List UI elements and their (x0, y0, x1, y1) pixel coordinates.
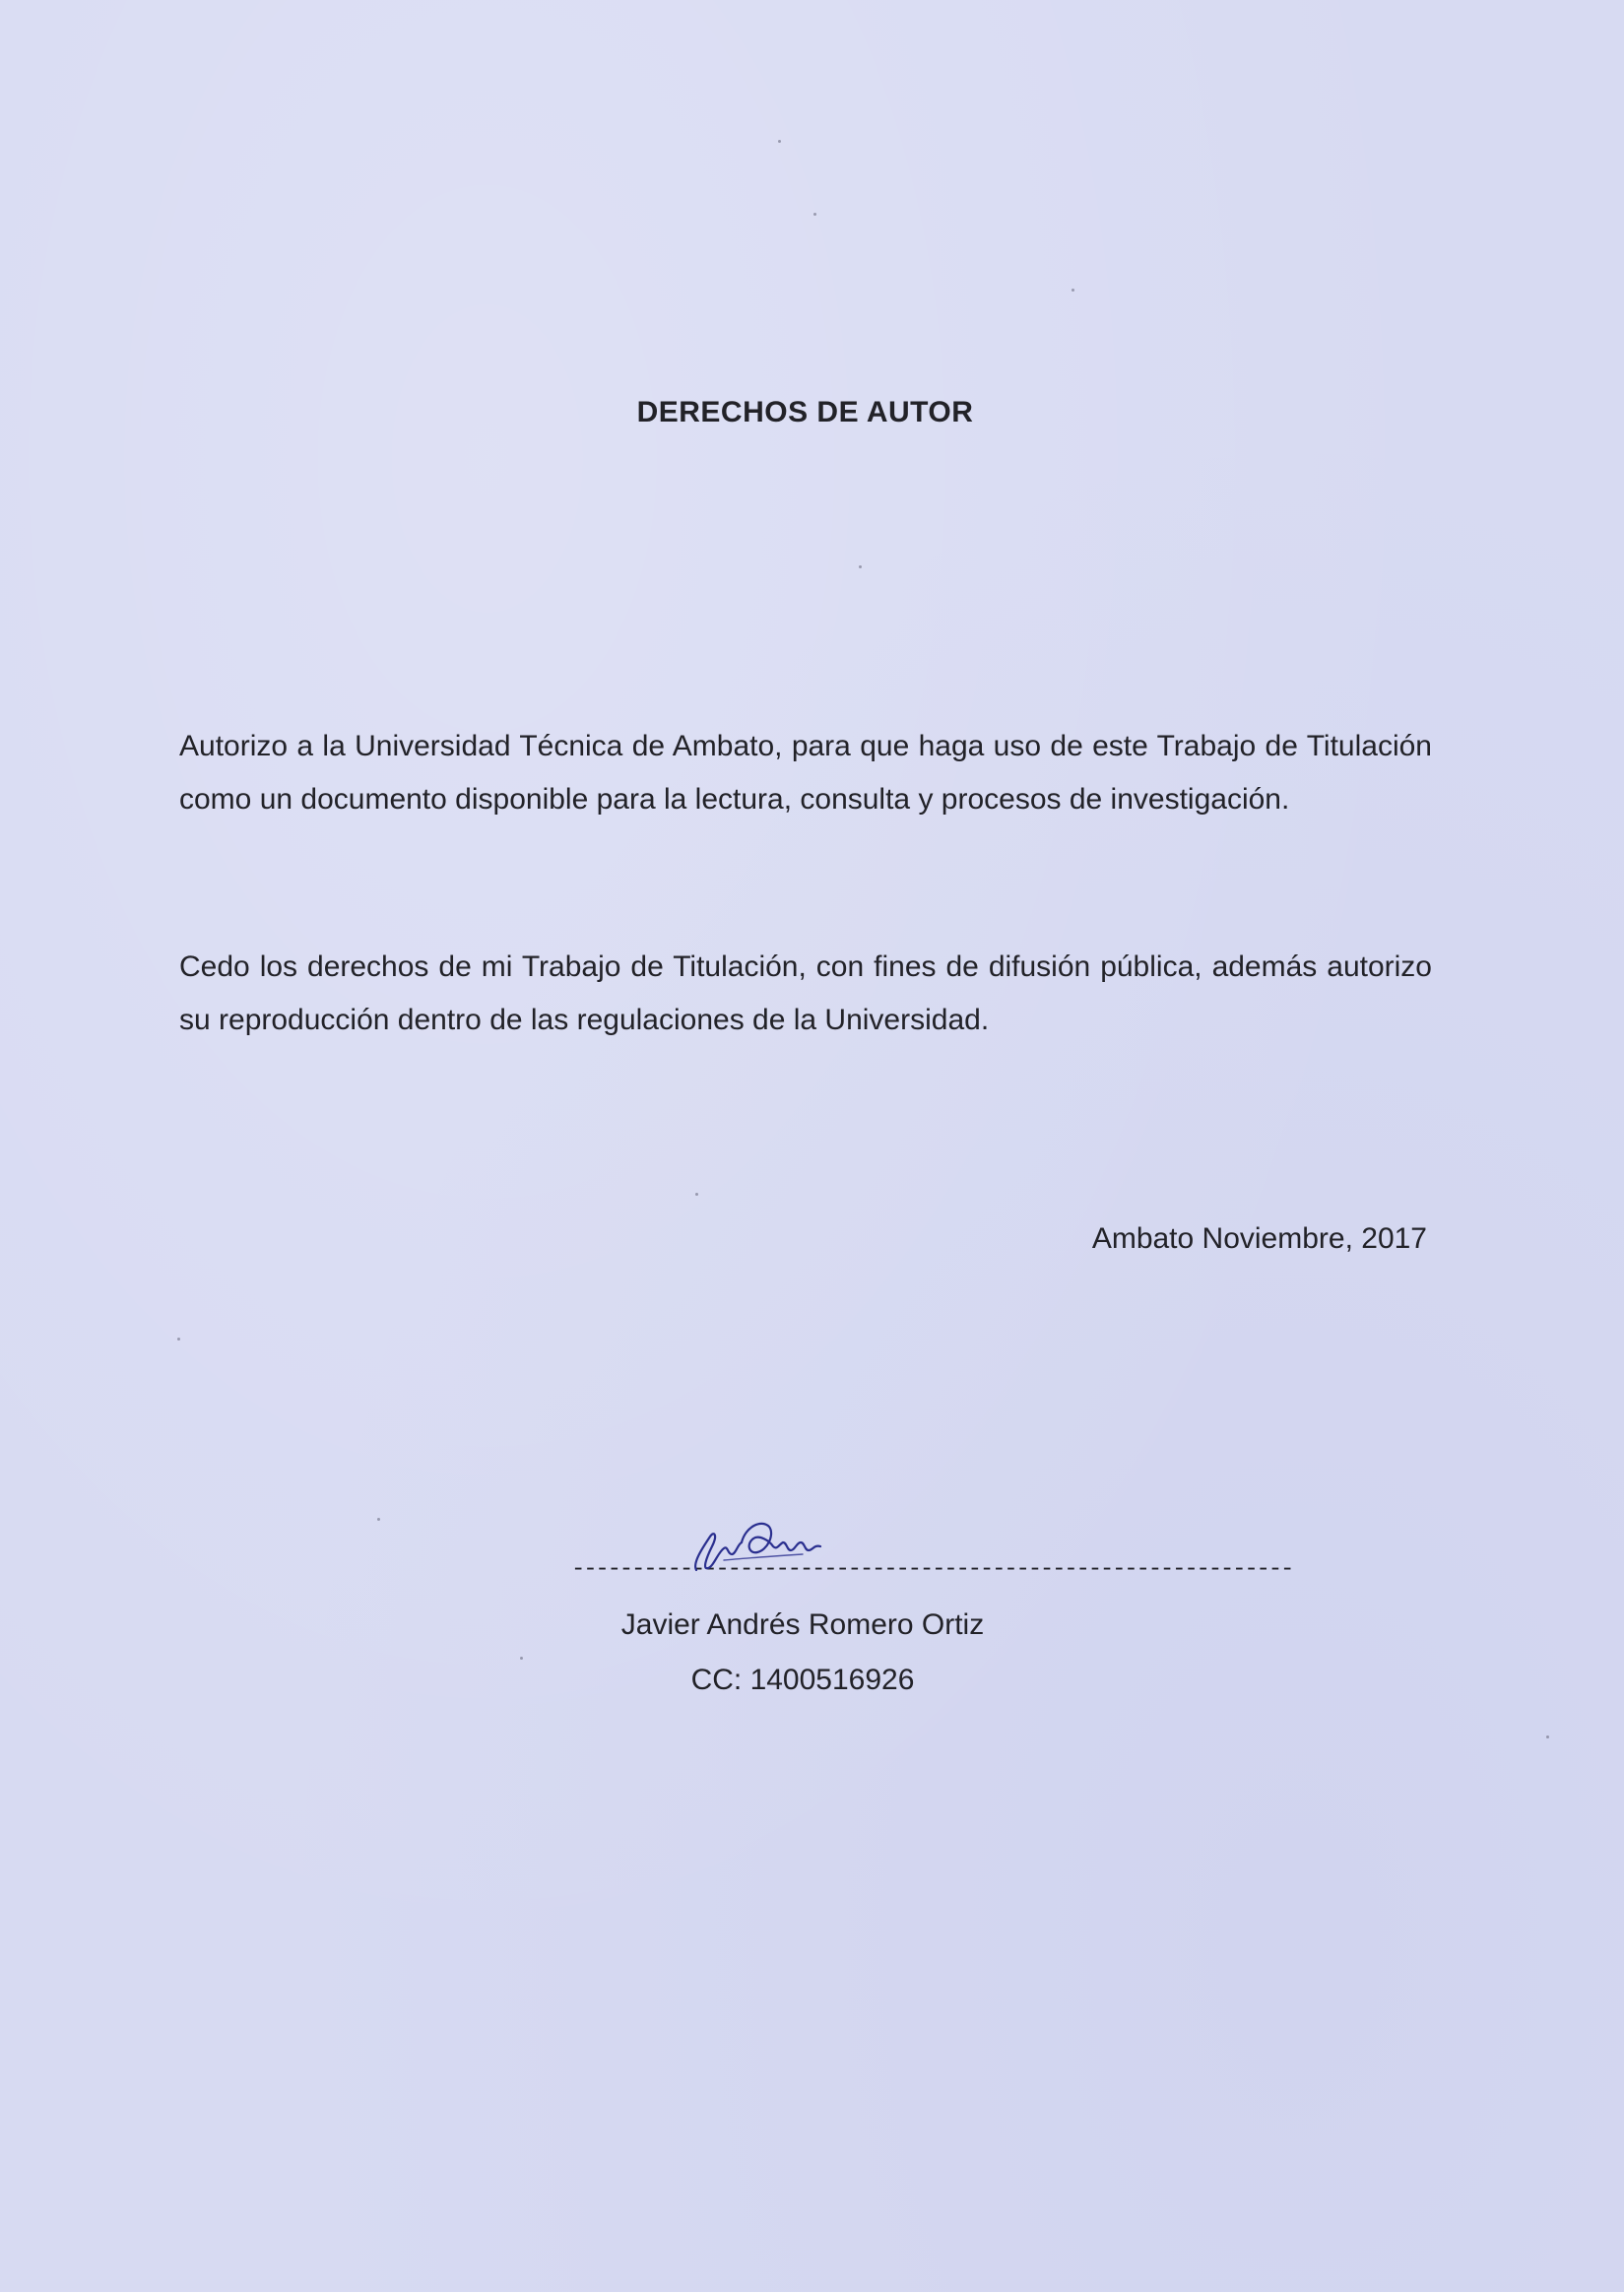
scan-speck (1072, 289, 1074, 292)
rights-transfer-paragraph: Cedo los derechos de mi Trabajo de Titulación, con fines de difusión pública, además autorizo su reproducción dentro de las regulaciones de la Universidad. (179, 950, 1432, 1036)
scan-speck (1546, 1735, 1549, 1738)
scan-speck (695, 1193, 698, 1196)
signer-id-number: CC: 1400516926 (690, 1664, 915, 1696)
place-date: Ambato Noviembre, 2017 (1091, 1222, 1427, 1255)
signature-block (566, 1507, 1293, 1704)
scan-speck (520, 1657, 523, 1660)
signature-line: ------------------------------------------------------------ (571, 1556, 1293, 1583)
authorization-paragraph: Autorizo a la Universidad Técnica de Ambato, para que haga uso de este Trabajo de Titulación como un documento disponible para la lectura, consulta y procesos de investigación. (179, 730, 1432, 816)
scan-speck (377, 1518, 380, 1521)
scan-speck (177, 1338, 180, 1341)
page-title: DERECHOS DE AUTOR (636, 396, 974, 428)
scan-speck (813, 213, 816, 216)
handwritten-signature (684, 1509, 832, 1578)
scan-speck (859, 565, 862, 568)
scan-speck (778, 140, 781, 143)
signer-name: Javier Andrés Romero Ortiz (620, 1608, 985, 1641)
